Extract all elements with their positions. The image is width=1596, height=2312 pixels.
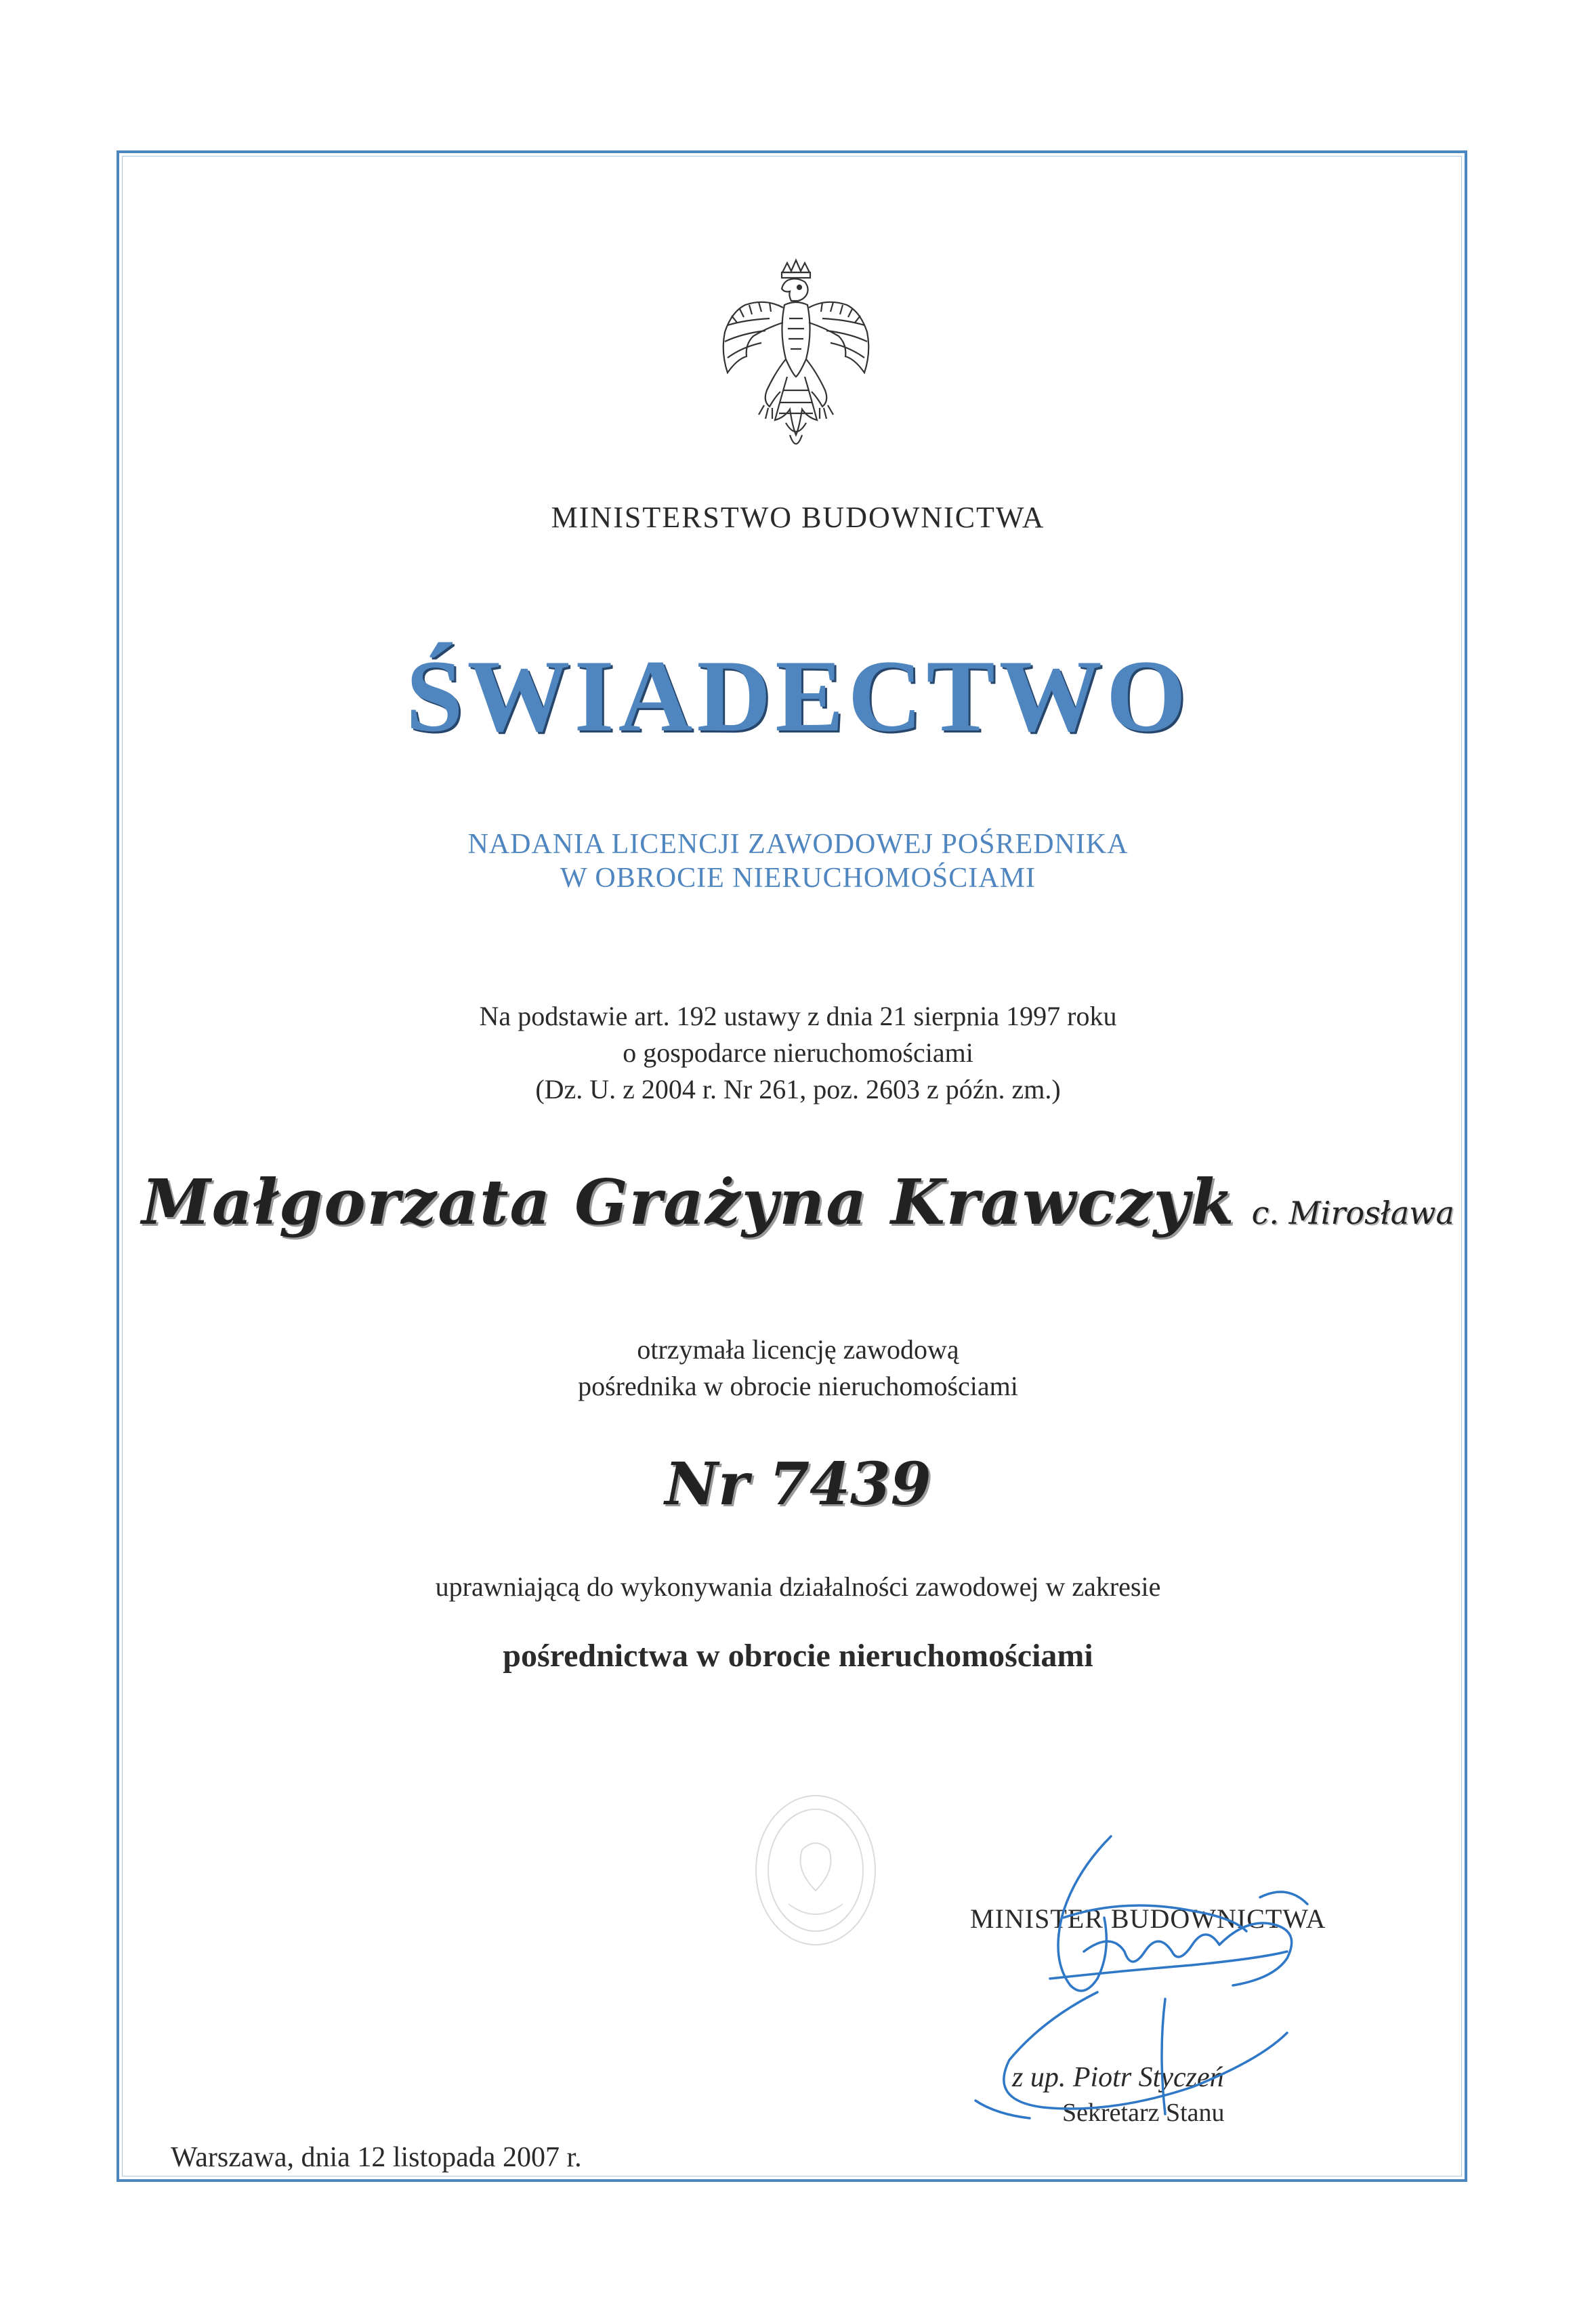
license-number: Nr 7439	[665, 1450, 931, 1519]
scope-line1: uprawniającą do wykonywania działalności zawodowej w zakresie	[435, 1571, 1161, 1602]
place-and-date: Warszawa, dnia 12 listopada 2007 r.	[171, 2142, 582, 2173]
legal-basis-line2: o gospodarce nieruchomościami	[623, 1037, 973, 1068]
certificate-subtitle-line2: W OBROCIE NIERUCHOMOŚCIAMI	[560, 863, 1036, 894]
holder-parent: c. Mirosława	[1251, 1195, 1454, 1231]
certificate-title: ŚWIADECTWO	[406, 639, 1190, 753]
holder-name-row	[0, 1165, 1596, 1239]
signatory-proxy: z up. Piotr Styczeń	[1012, 2062, 1224, 2093]
legal-basis-line3: (Dz. U. z 2004 r. Nr 261, poz. 2603 z późn. zm.)	[535, 1074, 1061, 1105]
legal-basis-line1: Na podstawie art. 192 ustawy z dnia 21 sierpnia 1997 roku	[479, 1001, 1117, 1031]
received-line2: pośrednika w obrocie nieruchomościami	[578, 1371, 1018, 1401]
signatory-title: MINISTER BUDOWNICTWA	[970, 1903, 1326, 1934]
handwritten-signature	[908, 1816, 1382, 2141]
ministry-name: MINISTERSTWO BUDOWNICTWA	[551, 501, 1045, 534]
received-line1: otrzymała licencję zawodową	[637, 1334, 959, 1365]
signatory-role: Sekretarz Stanu	[1062, 2099, 1225, 2127]
holder-name: Małgorzata Grażyna Krawczyk	[142, 1165, 1236, 1239]
scope-line2: pośrednictwa w obrocie nieruchomościami	[503, 1638, 1093, 1674]
polish-eagle-emblem-icon	[705, 257, 887, 468]
certificate-subtitle-line1: NADANIA LICENCJI ZAWODOWEJ POŚREDNIKA	[467, 829, 1129, 860]
embossed-seal-icon	[748, 1789, 883, 1952]
